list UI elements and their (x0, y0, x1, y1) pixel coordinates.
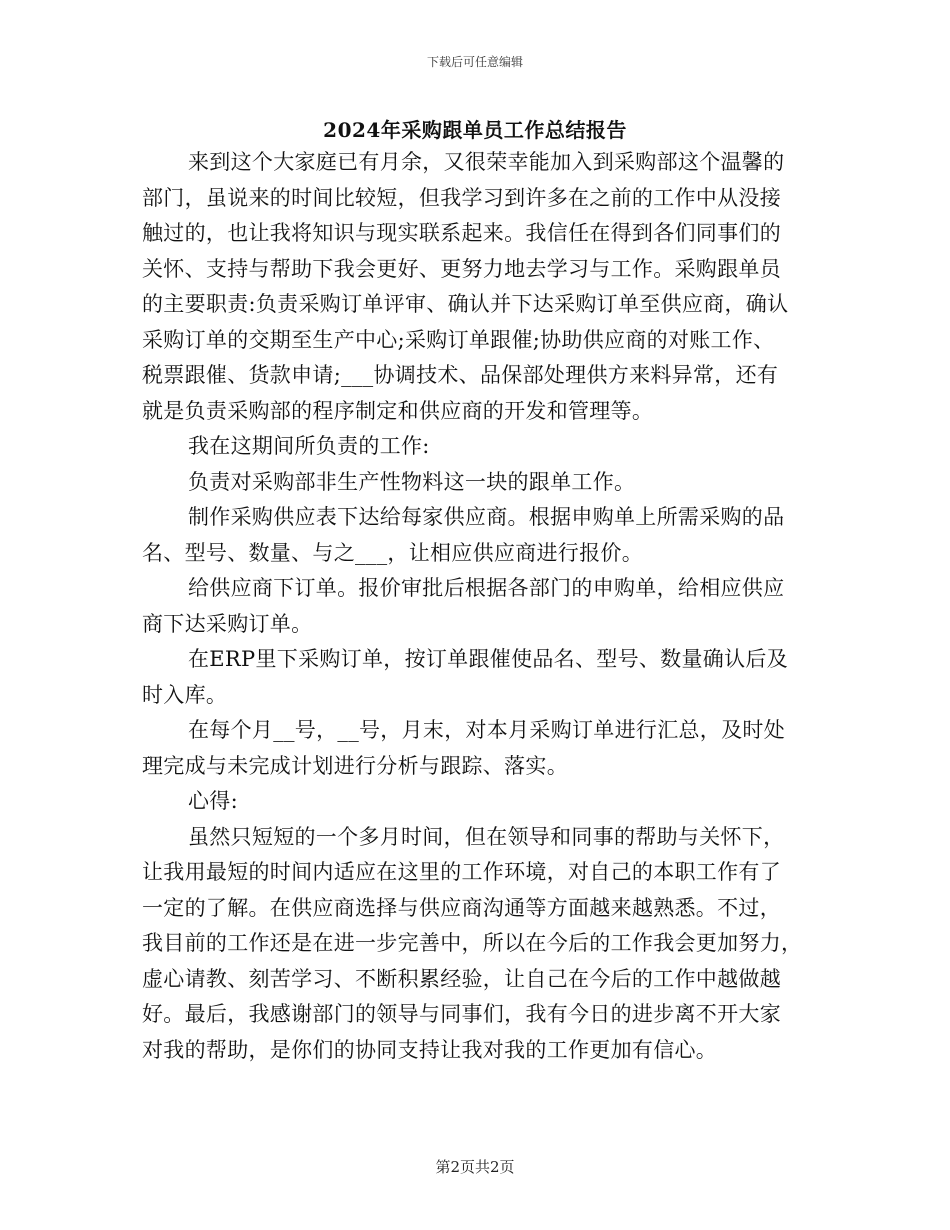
body-line: 税票跟催、货款申请;___协调技术、品保部处理供方来料异常，还有 (142, 363, 779, 387)
body-line: 我在这期间所负责的工作: (188, 434, 430, 458)
body-line: 部门，虽说来的时间比较短，但我学习到许多在之前的工作中从没接 (142, 185, 781, 210)
body-line: 名、型号、数量、与之___，让相应供应商进行报价。 (142, 540, 643, 565)
body-line: 触过的，也让我将知识与现实联系起来。我信任在得到各们同事们的 (142, 221, 781, 245)
body-line: 来到这个大家庭已有月余，又很荣幸能加入到采购部这个温馨的 (188, 150, 785, 174)
body-line: 对我的帮助，是你们的协同支持让我对我的工作更加有信心。 (142, 1037, 718, 1062)
document-title: 2024年采购跟单员工作总结报告 (323, 118, 627, 142)
body-line: 理完成与未完成计划进行分析与跟踪、落实。 (142, 753, 568, 778)
body-line: 关怀、支持与帮助下我会更好、更努力地去学习与工作。采购跟单员 (142, 256, 781, 281)
body-line: 在每个月__号，__号，月末，对本月采购订单进行汇总，及时处 (188, 718, 785, 742)
body-line: 虚心请教、刻苦学习、不断积累经验，让自己在今后的工作中越做越 (142, 966, 781, 991)
body-line: 一定的了解。在供应商选择与供应商沟通等方面越来越熟悉。不过， (142, 895, 781, 920)
body-line: 的主要职责:负责采购订单评审、确认并下达采购订单至供应商，确认 (142, 292, 789, 316)
body-line: 负责对采购部非生产性物料这一块的跟单工作。 (188, 469, 636, 494)
body-line: 让我用最短的时间内适应在这里的工作环境，对自己的本职工作有了 (142, 860, 781, 884)
body-line: 虽然只短短的一个多月时间，但在领导和同事的帮助与关怀下， (188, 824, 785, 849)
body-line: 制作采购供应表下达给每家供应商。根据申购单上所需采购的品 (188, 505, 785, 529)
body-line: 心得: (188, 789, 238, 813)
body-line: 我目前的工作还是在进一步完善中，所以在今后的工作我会更加努力， (142, 931, 803, 955)
page-footer: 第2页共2页 (435, 1158, 515, 1176)
header-note: 下载后可任意编辑 (426, 55, 523, 69)
document-body (142, 145, 810, 1068)
body-line: 给供应商下订单。报价审批后根据各部门的申购单，给相应供应 (188, 576, 785, 600)
body-line: 在ERP里下采购订单，按订单跟催使品名、型号、数量确认后及 (188, 647, 788, 671)
body-line: 商下达采购订单。 (142, 611, 313, 636)
body-line: 好。最后，我感谢部门的领导与同事们，我有今日的进步离不开大家 (142, 1002, 781, 1026)
body-line: 采购订单的交期至生产中心;采购订单跟催;协助供应商的对账工作、 (142, 327, 775, 352)
body-line: 时入库。 (142, 682, 228, 707)
body-line: 就是负责采购部的程序制定和供应商的开发和管理等。 (142, 398, 654, 423)
